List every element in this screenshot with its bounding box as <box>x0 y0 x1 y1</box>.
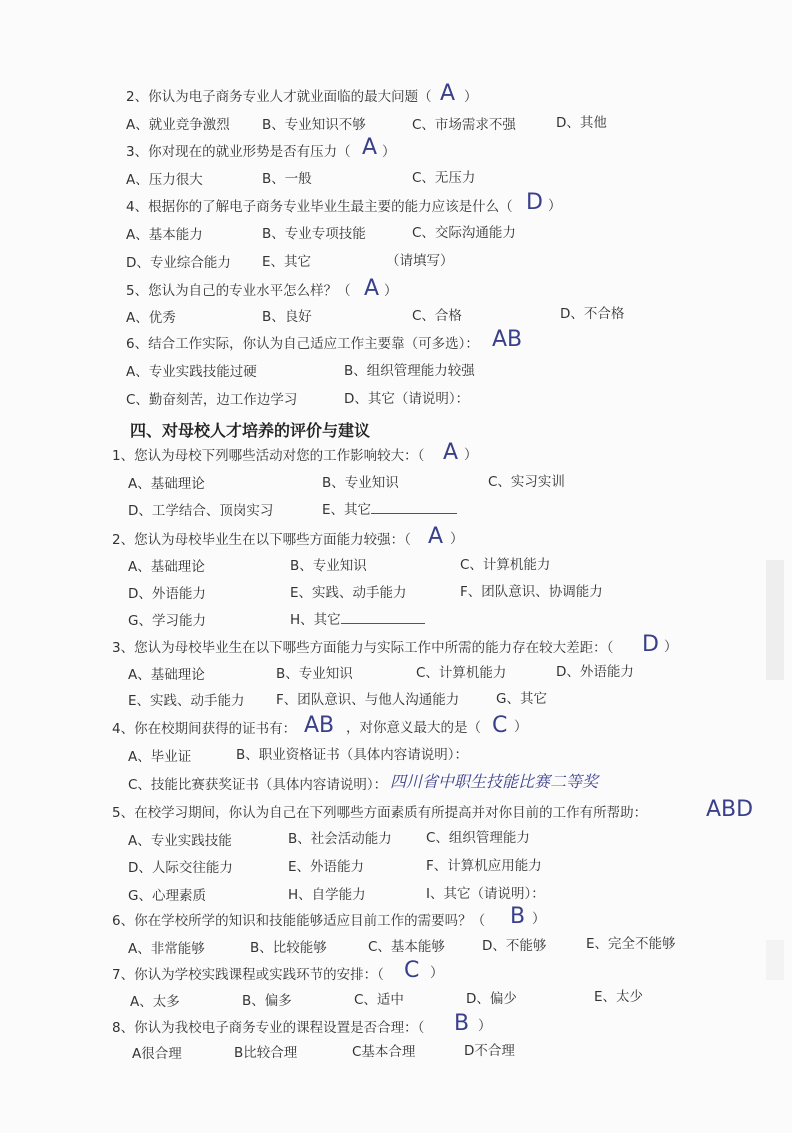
option: A、基础理论 <box>128 476 205 492</box>
question-b2-answer: A <box>428 524 444 549</box>
option: C、实习实训 <box>488 474 565 490</box>
option: （请填写） <box>386 253 454 269</box>
question-b2-close: ） <box>450 531 464 547</box>
option: F、团队意识、协调能力 <box>460 584 603 600</box>
option: E、其它 <box>322 501 457 519</box>
question-b4-stem: 4、你在校期间获得的证书有： <box>112 721 297 737</box>
option: E、实践、动手能力 <box>290 585 407 601</box>
option: C、适中 <box>354 992 404 1008</box>
option: H、自学能力 <box>288 887 366 903</box>
option: H、其它 <box>290 611 425 629</box>
option: G、其它 <box>496 691 547 707</box>
question-2-answer: A <box>440 81 456 106</box>
option: A很合理 <box>132 1046 182 1062</box>
question-b4-mid: ，对你意义最大的是（ <box>346 720 481 736</box>
handwritten-note: 四川省中职生技能比赛二等奖 <box>390 772 599 791</box>
option: G、学习能力 <box>128 613 206 629</box>
option: B、一般 <box>262 171 312 187</box>
option: C基本合理 <box>352 1044 416 1060</box>
option: C、计算机能力 <box>416 665 507 681</box>
question-b7-close: ） <box>430 965 444 981</box>
question-5-stem: 5、您认为自己的专业水平怎么样？（ <box>126 283 351 299</box>
option: A、毕业证 <box>128 749 192 765</box>
question-b1-close: ） <box>464 447 478 463</box>
option: C、基本能够 <box>368 939 445 955</box>
option: C、合格 <box>412 308 462 324</box>
question-b6-answer: B <box>510 904 526 929</box>
option: D、专业综合能力 <box>126 255 231 271</box>
option: A、非常能够 <box>128 941 205 957</box>
question-3-answer: A <box>362 135 378 160</box>
question-b4-close: ） <box>514 719 528 735</box>
question-b4-answer: AB <box>304 713 335 738</box>
question-b8-close: ） <box>478 1018 492 1034</box>
option: B、专业知识不够 <box>262 117 366 133</box>
option: D、不能够 <box>482 938 547 954</box>
option: D、外语能力 <box>556 664 634 680</box>
option: A、基础理论 <box>128 559 205 575</box>
question-6-stem: 6、结合工作实际，你认为自己适应工作主要靠（可多选）： <box>126 336 479 352</box>
option: A、优秀 <box>126 310 176 326</box>
scan-artifact <box>766 940 784 980</box>
question-b2-stem: 2、您认为母校毕业生在以下哪些方面能力较强：（ <box>112 532 411 548</box>
option: E、实践、动手能力 <box>128 693 245 709</box>
question-b3-close: ） <box>664 639 678 655</box>
option: C、交际沟通能力 <box>412 225 516 241</box>
option: D、外语能力 <box>128 586 206 602</box>
option: A、专业实践技能 <box>128 833 232 849</box>
question-b7-stem: 7、你认为学校实践课程或实践环节的安排：（ <box>112 967 384 983</box>
question-b6-close: ） <box>532 911 546 927</box>
option: A、太多 <box>130 994 180 1010</box>
option: B、专业知识 <box>322 475 399 491</box>
question-b3-answer: D <box>642 632 659 657</box>
question-b3-stem: 3、您认为母校毕业生在以下哪些方面能力与实际工作中所需的能力存在较大差距：（ <box>112 640 614 656</box>
question-b6-stem: 6、你在学校所学的知识和技能能够适应目前工作的需要吗？（ <box>112 913 486 929</box>
option: E、完全不能够 <box>586 936 676 952</box>
option: F、计算机应用能力 <box>426 858 542 874</box>
option: C、无压力 <box>412 170 476 186</box>
option: D、其它（请说明）： <box>344 391 470 407</box>
option: B、专业知识 <box>290 558 367 574</box>
option: B、偏多 <box>242 993 292 1009</box>
option: I、其它（请说明）： <box>426 886 545 902</box>
option: E、外语能力 <box>288 859 365 875</box>
question-2-stem: 2、你认为电子商务专业人才就业面临的最大问题（ <box>126 89 432 105</box>
question-b1-answer: A <box>443 440 459 465</box>
question-4-stem: 4、根据你的了解电子商务专业毕业生最主要的能力应该是什么（ <box>126 199 513 215</box>
question-b8-answer: B <box>454 1011 470 1036</box>
option: D、其他 <box>556 115 607 131</box>
option: C、组织管理能力 <box>426 830 530 846</box>
option: E、太少 <box>594 989 644 1005</box>
option: D、不合格 <box>560 306 625 322</box>
question-2-close: ） <box>464 89 478 105</box>
question-4-close: ） <box>548 198 562 214</box>
option: B、比较能够 <box>250 940 327 956</box>
option: C、技能比赛获奖证书（具体内容请说明）： <box>128 777 388 793</box>
option: D、偏少 <box>466 991 517 1007</box>
option: C、计算机能力 <box>460 557 551 573</box>
option: D、人际交往能力 <box>128 860 233 876</box>
question-b7-answer: C <box>404 958 420 983</box>
option: A、就业竞争激烈 <box>126 117 230 133</box>
option: E、其它 <box>262 254 312 270</box>
blank-line[interactable] <box>341 611 425 624</box>
option: B、组织管理能力较强 <box>344 363 475 379</box>
option: C、市场需求不强 <box>412 117 516 133</box>
question-b5-stem: 5、在校学习期间，你认为自己在下列哪些方面素质有所提高并对你目前的工作有所帮助： <box>112 805 648 821</box>
scan-artifact <box>766 560 784 680</box>
option: B、职业资格证书（具体内容请说明）： <box>236 747 469 763</box>
option: D、工学结合、顶岗实习 <box>128 503 274 519</box>
question-5-answer: A <box>364 276 380 301</box>
question-4-answer: D <box>526 190 543 215</box>
option: B比较合理 <box>234 1045 298 1061</box>
option: B、良好 <box>262 309 312 325</box>
option: A、基本能力 <box>126 227 203 243</box>
question-6-answer: AB <box>492 327 523 352</box>
option: A、专业实践技能过硬 <box>126 364 257 380</box>
question-5-close: ） <box>384 283 398 299</box>
question-b1-stem: 1、您认为母校下列哪些活动对您的工作影响较大：（ <box>112 448 425 464</box>
option: C、勤奋刻苦，边工作边学习 <box>126 392 298 408</box>
question-b8-stem: 8、你认为我校电子商务专业的课程设置是否合理：（ <box>112 1020 425 1036</box>
question-3-stem: 3、你对现在的就业形势是否有压力（ <box>126 144 351 160</box>
question-3-close: ） <box>382 144 396 160</box>
question-b4-answer2: C <box>492 713 508 738</box>
question-b5-answer: ABD <box>706 797 754 822</box>
option: A、基础理论 <box>128 667 205 683</box>
option: B、专业知识 <box>276 666 353 682</box>
section-title: 四、对母校人才培养的评价与建议 <box>130 421 371 440</box>
option: G、心理素质 <box>128 888 206 904</box>
option: F、团队意识、与他人沟通能力 <box>276 692 460 708</box>
blank-line[interactable] <box>371 501 457 514</box>
option: A、压力很大 <box>126 172 203 188</box>
option: B、专业专项技能 <box>262 226 366 242</box>
option: D不合理 <box>464 1043 515 1059</box>
option: B、社会活动能力 <box>288 831 392 847</box>
